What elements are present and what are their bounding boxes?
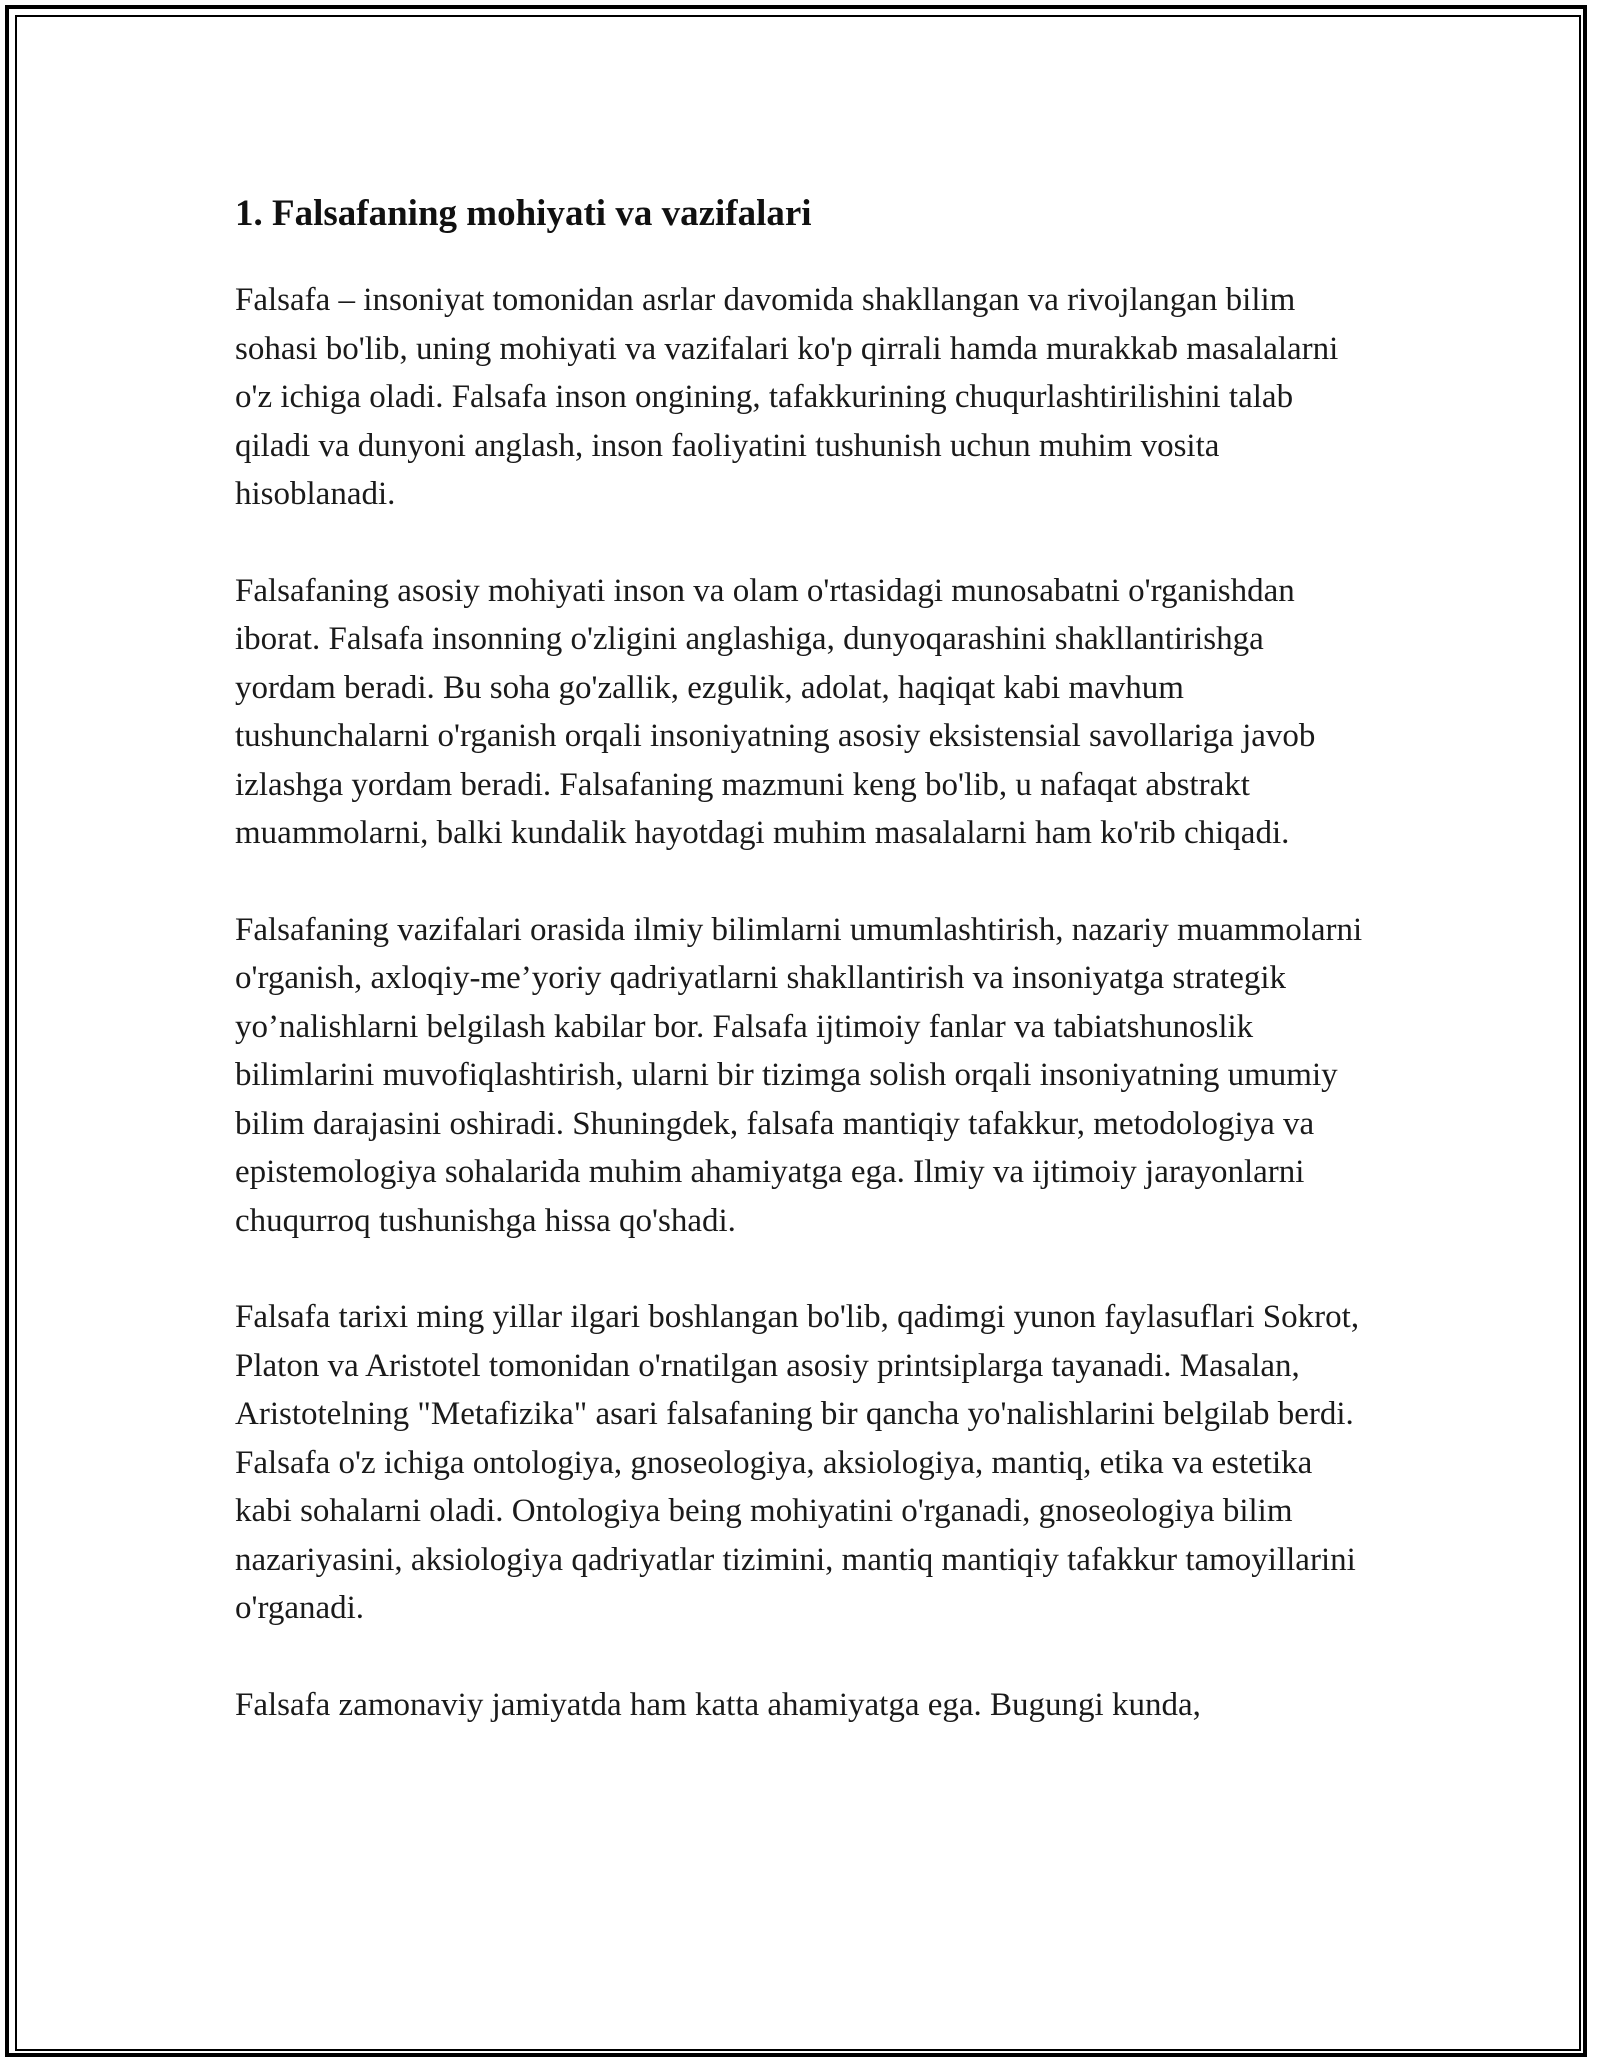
paragraph-2: Falsafaning asosiy mohiyati inson va olam o'rtasidagi munosabatni o'rganishdan iborat. Falsafa insonning o'zligini anglashiga, dunyoqarashini shakllantirishga yordam beradi. Bu soha go'zallik, ezgulik, adolat, haqiqat kabi mavhum tushunchalarni o'rganish orqali insoniyatning asosiy eksistensial savollariga javob izlashga yordam beradi. Falsafaning mazmuni keng bo'lib, u nafaqat abstrakt muammolarni, balki kundalik hayotdagi muhim masalalarni ham ko'rib chiqadi.: [235, 572, 1316, 851]
section-title: 1. Falsafaning mohiyati va vazifalari: [235, 193, 812, 234]
paragraph-5: Falsafa zamonaviy jamiyatda ham katta ahamiyatga ega. Bugungi kunda,: [235, 1686, 1201, 1723]
paragraph-4: Falsafa tarixi ming yillar ilgari boshlangan bo'lib, qadimgi yunon faylasuflari Sokrot, Platon va Aristotel tomonidan o'rnatilgan asosiy printsiplarga tayanadi. Masalan, Aristotelning "Metafizika" asari falsafaning bir qancha yo'nalishlarini belgilab berdi. Falsafa o'z ichiga ontologiya, gnoseologiya, aksiologiya, mantiq, etika va estetika kabi sohalarni oladi. Ontologiya being mohiyatini o'rganadi, gnoseologiya bilim nazariyasini, aksiologiya qadriyatlar tizimini, mantiq mantiqiy tafakkur tamoyillarini o'rganadi.: [235, 1299, 1360, 1626]
paragraph-1: Falsafa – insoniyat tomonidan asrlar davomida shakllangan va rivojlangan bilim sohasi bo'lib, uning mohiyati va vazifalari ko'p qirrali hamda murakkab masalalarni o'z ichiga oladi. Falsafa inson ongining, tafakkurining chuqurlashtirilishini talab qiladi va dunyoni anglash, inson faoliyatini tushunish uchun muhim vosita hisoblanadi.: [235, 282, 1339, 512]
paragraph-3: Falsafaning vazifalari orasida ilmiy bilimlarni umumlashtirish, nazariy muammolarni o'rganish, axloqiy-me’yoriy qadriyatlarni shakllantirish va insoniyatga strategik yo’nalishlarni belgilash kabilar bor. Falsafa ijtimoiy fanlar va tabiatshunoslik bilimlarini muvofiqlashtirish, ularni bir tizimga solish orqali insoniyatning umumiy bilim darajasini oshiradi. Shuningdek, falsafa mantiqiy tafakkur, metodologiya va epistemologiya sohalarida muhim ahamiyatga ega. Ilmiy va ijtimoiy jarayonlarni chuqurroq tushunishga hissa qo'shadi.: [235, 911, 1363, 1239]
document-body: [235, 188, 1370, 1777]
